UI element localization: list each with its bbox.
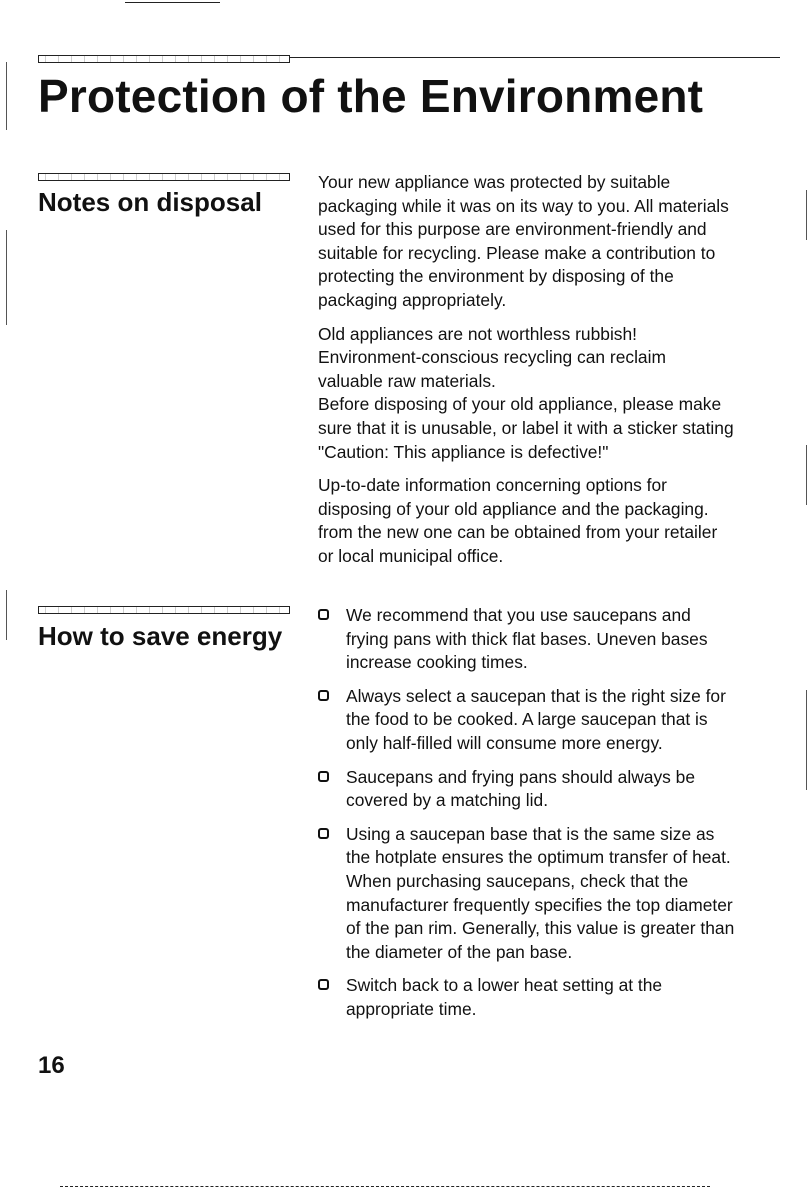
right-margin-mark — [806, 690, 807, 790]
right-margin-mark — [806, 445, 807, 505]
checkbox-bullet-icon — [318, 979, 329, 990]
title-decor-bar — [38, 55, 290, 63]
energy-tip — [318, 604, 774, 675]
energy-tip-text: Always select a saucepan that is the right size for the food to be cooked. A large saucepan that is only half-filled will consume more energy. — [346, 685, 726, 753]
checkbox-bullet-icon — [318, 690, 329, 701]
title-rule — [290, 57, 780, 58]
disposal-heading-bar — [38, 173, 290, 181]
checkbox-bullet-icon — [318, 828, 329, 839]
energy-heading: How to save energy — [38, 621, 283, 651]
right-margin-mark — [806, 190, 807, 240]
disposal-paragraph: Up-to-date information concerning options for disposing of your old appliance and the packaging. from the new one can be obtained from your retailer or local municipal office. — [318, 475, 718, 566]
energy-tip-text: Using a saucepan base that is the same size as the hotplate ensures the optimum transfer of heat. When purchasing saucepans, check that the manufacturer frequently specifies the top diameter of the pan rim. Generally, this value is greater than the diameter of the pan base. — [346, 823, 735, 962]
energy-tip — [318, 766, 774, 813]
energy-heading-bar — [38, 606, 290, 614]
disposal-body — [318, 171, 774, 579]
energy-tip-text: Switch back to a lower heat setting at the appropriate time. — [346, 975, 663, 1019]
top-edge-rule — [125, 2, 220, 3]
page-title: Protection of the Environment — [38, 70, 704, 122]
disposal-paragraph: Old appliances are not worthless rubbish! Environment-conscious recycling can reclaim valuable raw materials. Before disposing of your old appliance, please make sure that it is unusable, or label it with a sticker stating "Caution: This appliance is defective!" — [318, 323, 734, 462]
left-margin-mark — [6, 230, 7, 325]
energy-tip — [318, 685, 774, 756]
energy-tip — [318, 823, 774, 965]
checkbox-bullet-icon — [318, 771, 329, 782]
energy-tip — [318, 974, 774, 1021]
energy-tip-text: We recommend that you use saucepans and frying pans with thick flat bases. Uneven bases increase cooking times. — [346, 605, 708, 673]
left-margin-mark — [6, 590, 7, 640]
energy-body — [318, 604, 774, 1032]
disposal-heading: Notes on disposal — [38, 187, 262, 217]
checkbox-bullet-icon — [318, 609, 329, 620]
page-number: 16 — [38, 1052, 65, 1079]
disposal-paragraph: Your new appliance was protected by suitable packaging while it was on its way to you. All materials used for this purpose are environment-friendly and suitable for recycling. Please make a contribution to protecting the environment by disposing of the packaging appropriately. — [318, 172, 729, 310]
energy-tips-list — [318, 604, 774, 1022]
bottom-edge-rule — [60, 1186, 710, 1187]
energy-tip-text: Saucepans and frying pans should always be covered by a matching lid. — [346, 766, 696, 811]
left-margin-mark — [6, 62, 7, 130]
